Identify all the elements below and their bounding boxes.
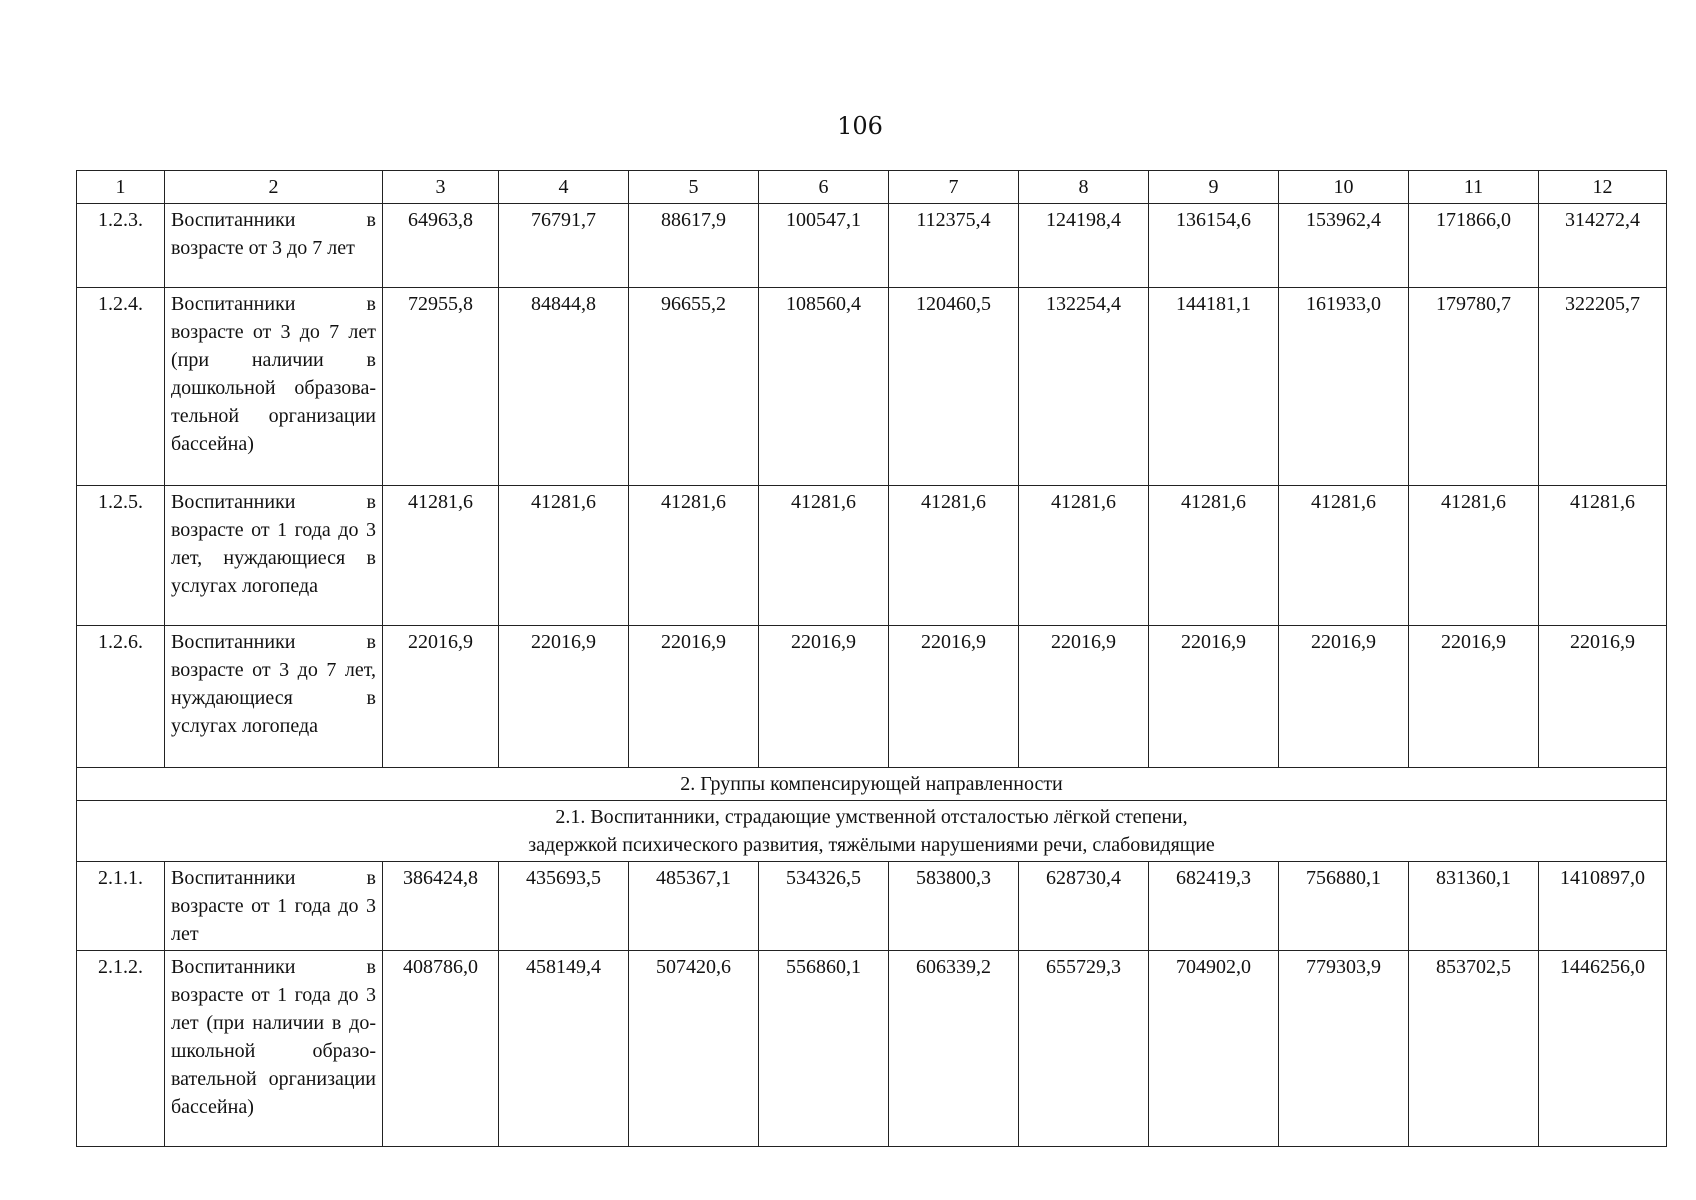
value-cell: 179780,7 bbox=[1409, 288, 1539, 486]
value-cell: 779303,9 bbox=[1279, 951, 1409, 1147]
column-number-row bbox=[77, 171, 1667, 204]
value-cell: 22016,9 bbox=[1409, 626, 1539, 768]
column-number: 8 bbox=[1019, 171, 1149, 204]
value-cell: 628730,4 bbox=[1019, 862, 1149, 951]
row-number: 1.2.3. bbox=[77, 204, 165, 288]
table-row bbox=[77, 204, 1667, 288]
value-cell: 1446256,0 bbox=[1539, 951, 1667, 1147]
value-cell: 64963,8 bbox=[383, 204, 499, 288]
value-cell: 124198,4 bbox=[1019, 204, 1149, 288]
row-description: Воспитанники в возрасте от 3 до 7 лет, нуждающиеся в услугах логопеда bbox=[165, 626, 383, 768]
section-title-2: 2. Группы компенсирующей направленности bbox=[77, 768, 1667, 801]
value-cell: 386424,8 bbox=[383, 862, 499, 951]
column-number: 4 bbox=[499, 171, 629, 204]
column-number: 12 bbox=[1539, 171, 1667, 204]
value-cell: 583800,3 bbox=[889, 862, 1019, 951]
value-cell: 136154,6 bbox=[1149, 204, 1279, 288]
value-cell: 100547,1 bbox=[759, 204, 889, 288]
value-cell: 22016,9 bbox=[1279, 626, 1409, 768]
value-cell: 132254,4 bbox=[1019, 288, 1149, 486]
section-title-2-1 bbox=[77, 801, 1667, 862]
value-cell: 41281,6 bbox=[629, 486, 759, 626]
rows-group-1-2 bbox=[77, 204, 1667, 768]
column-number: 2 bbox=[165, 171, 383, 204]
value-cell: 314272,4 bbox=[1539, 204, 1667, 288]
rows-group-2-1 bbox=[77, 862, 1667, 1147]
value-cell: 756880,1 bbox=[1279, 862, 1409, 951]
value-cell: 41281,6 bbox=[499, 486, 629, 626]
column-number: 3 bbox=[383, 171, 499, 204]
column-number: 10 bbox=[1279, 171, 1409, 204]
value-cell: 1410897,0 bbox=[1539, 862, 1667, 951]
value-cell: 96655,2 bbox=[629, 288, 759, 486]
section-title-2-1-line2: задержкой психического развития, тяжёлыми нарушениями речи, слабовидящие bbox=[528, 834, 1215, 856]
value-cell: 682419,3 bbox=[1149, 862, 1279, 951]
section-row bbox=[77, 768, 1667, 801]
value-cell: 507420,6 bbox=[629, 951, 759, 1147]
row-number: 2.1.1. bbox=[77, 862, 165, 951]
value-cell: 853702,5 bbox=[1409, 951, 1539, 1147]
value-cell: 120460,5 bbox=[889, 288, 1019, 486]
value-cell: 485367,1 bbox=[629, 862, 759, 951]
value-cell: 655729,3 bbox=[1019, 951, 1149, 1147]
row-description: Воспитанники в возрасте от 1 года до 3 лет (при наличии в дошкольной образовательной организации бассейна) bbox=[165, 951, 383, 1147]
value-cell: 41281,6 bbox=[1409, 486, 1539, 626]
value-cell: 22016,9 bbox=[1019, 626, 1149, 768]
value-cell: 322205,7 bbox=[1539, 288, 1667, 486]
value-cell: 144181,1 bbox=[1149, 288, 1279, 486]
value-cell: 41281,6 bbox=[1149, 486, 1279, 626]
value-cell: 704902,0 bbox=[1149, 951, 1279, 1147]
section-title-2-1-line1: 2.1. Воспитанники, страдающие умственной отсталостью лёгкой степени, bbox=[555, 806, 1188, 828]
value-cell: 435693,5 bbox=[499, 862, 629, 951]
column-number: 6 bbox=[759, 171, 889, 204]
value-cell: 41281,6 bbox=[889, 486, 1019, 626]
value-cell: 72955,8 bbox=[383, 288, 499, 486]
row-number: 2.1.2. bbox=[77, 951, 165, 1147]
row-number: 1.2.5. bbox=[77, 486, 165, 626]
value-cell: 22016,9 bbox=[629, 626, 759, 768]
table-row bbox=[77, 951, 1667, 1147]
value-cell: 161933,0 bbox=[1279, 288, 1409, 486]
column-number: 11 bbox=[1409, 171, 1539, 204]
tariff-table bbox=[76, 170, 1667, 1147]
row-number: 1.2.6. bbox=[77, 626, 165, 768]
value-cell: 153962,4 bbox=[1279, 204, 1409, 288]
section-headings bbox=[77, 768, 1667, 862]
table-row bbox=[77, 486, 1667, 626]
value-cell: 556860,1 bbox=[759, 951, 889, 1147]
value-cell: 831360,1 bbox=[1409, 862, 1539, 951]
column-number: 1 bbox=[77, 171, 165, 204]
value-cell: 41281,6 bbox=[1019, 486, 1149, 626]
value-cell: 112375,4 bbox=[889, 204, 1019, 288]
value-cell: 171866,0 bbox=[1409, 204, 1539, 288]
value-cell: 408786,0 bbox=[383, 951, 499, 1147]
row-number: 1.2.4. bbox=[77, 288, 165, 486]
value-cell: 22016,9 bbox=[499, 626, 629, 768]
value-cell: 22016,9 bbox=[889, 626, 1019, 768]
table-row bbox=[77, 288, 1667, 486]
value-cell: 41281,6 bbox=[1539, 486, 1667, 626]
column-number: 7 bbox=[889, 171, 1019, 204]
value-cell: 41281,6 bbox=[759, 486, 889, 626]
row-description: Воспитанники в возрасте от 1 года до 3 лет, нуждающиеся в услугах логопеда bbox=[165, 486, 383, 626]
page-number: 106 bbox=[837, 112, 883, 140]
value-cell: 22016,9 bbox=[759, 626, 889, 768]
value-cell: 41281,6 bbox=[383, 486, 499, 626]
table-row bbox=[77, 626, 1667, 768]
row-description: Воспитанники в возрасте от 3 до 7 лет (при наличии в дошкольной образовательной организации бассейна) bbox=[165, 288, 383, 486]
value-cell: 41281,6 bbox=[1279, 486, 1409, 626]
value-cell: 606339,2 bbox=[889, 951, 1019, 1147]
value-cell: 76791,7 bbox=[499, 204, 629, 288]
value-cell: 22016,9 bbox=[1539, 626, 1667, 768]
column-number: 9 bbox=[1149, 171, 1279, 204]
section-row bbox=[77, 801, 1667, 862]
value-cell: 22016,9 bbox=[383, 626, 499, 768]
value-cell: 534326,5 bbox=[759, 862, 889, 951]
value-cell: 84844,8 bbox=[499, 288, 629, 486]
table-row bbox=[77, 862, 1667, 951]
value-cell: 22016,9 bbox=[1149, 626, 1279, 768]
row-description: Воспитанники в возрасте от 3 до 7 лет bbox=[165, 204, 383, 288]
row-description: Воспитанники в возрасте от 1 года до 3 лет bbox=[165, 862, 383, 951]
column-number: 5 bbox=[629, 171, 759, 204]
value-cell: 108560,4 bbox=[759, 288, 889, 486]
value-cell: 88617,9 bbox=[629, 204, 759, 288]
value-cell: 458149,4 bbox=[499, 951, 629, 1147]
